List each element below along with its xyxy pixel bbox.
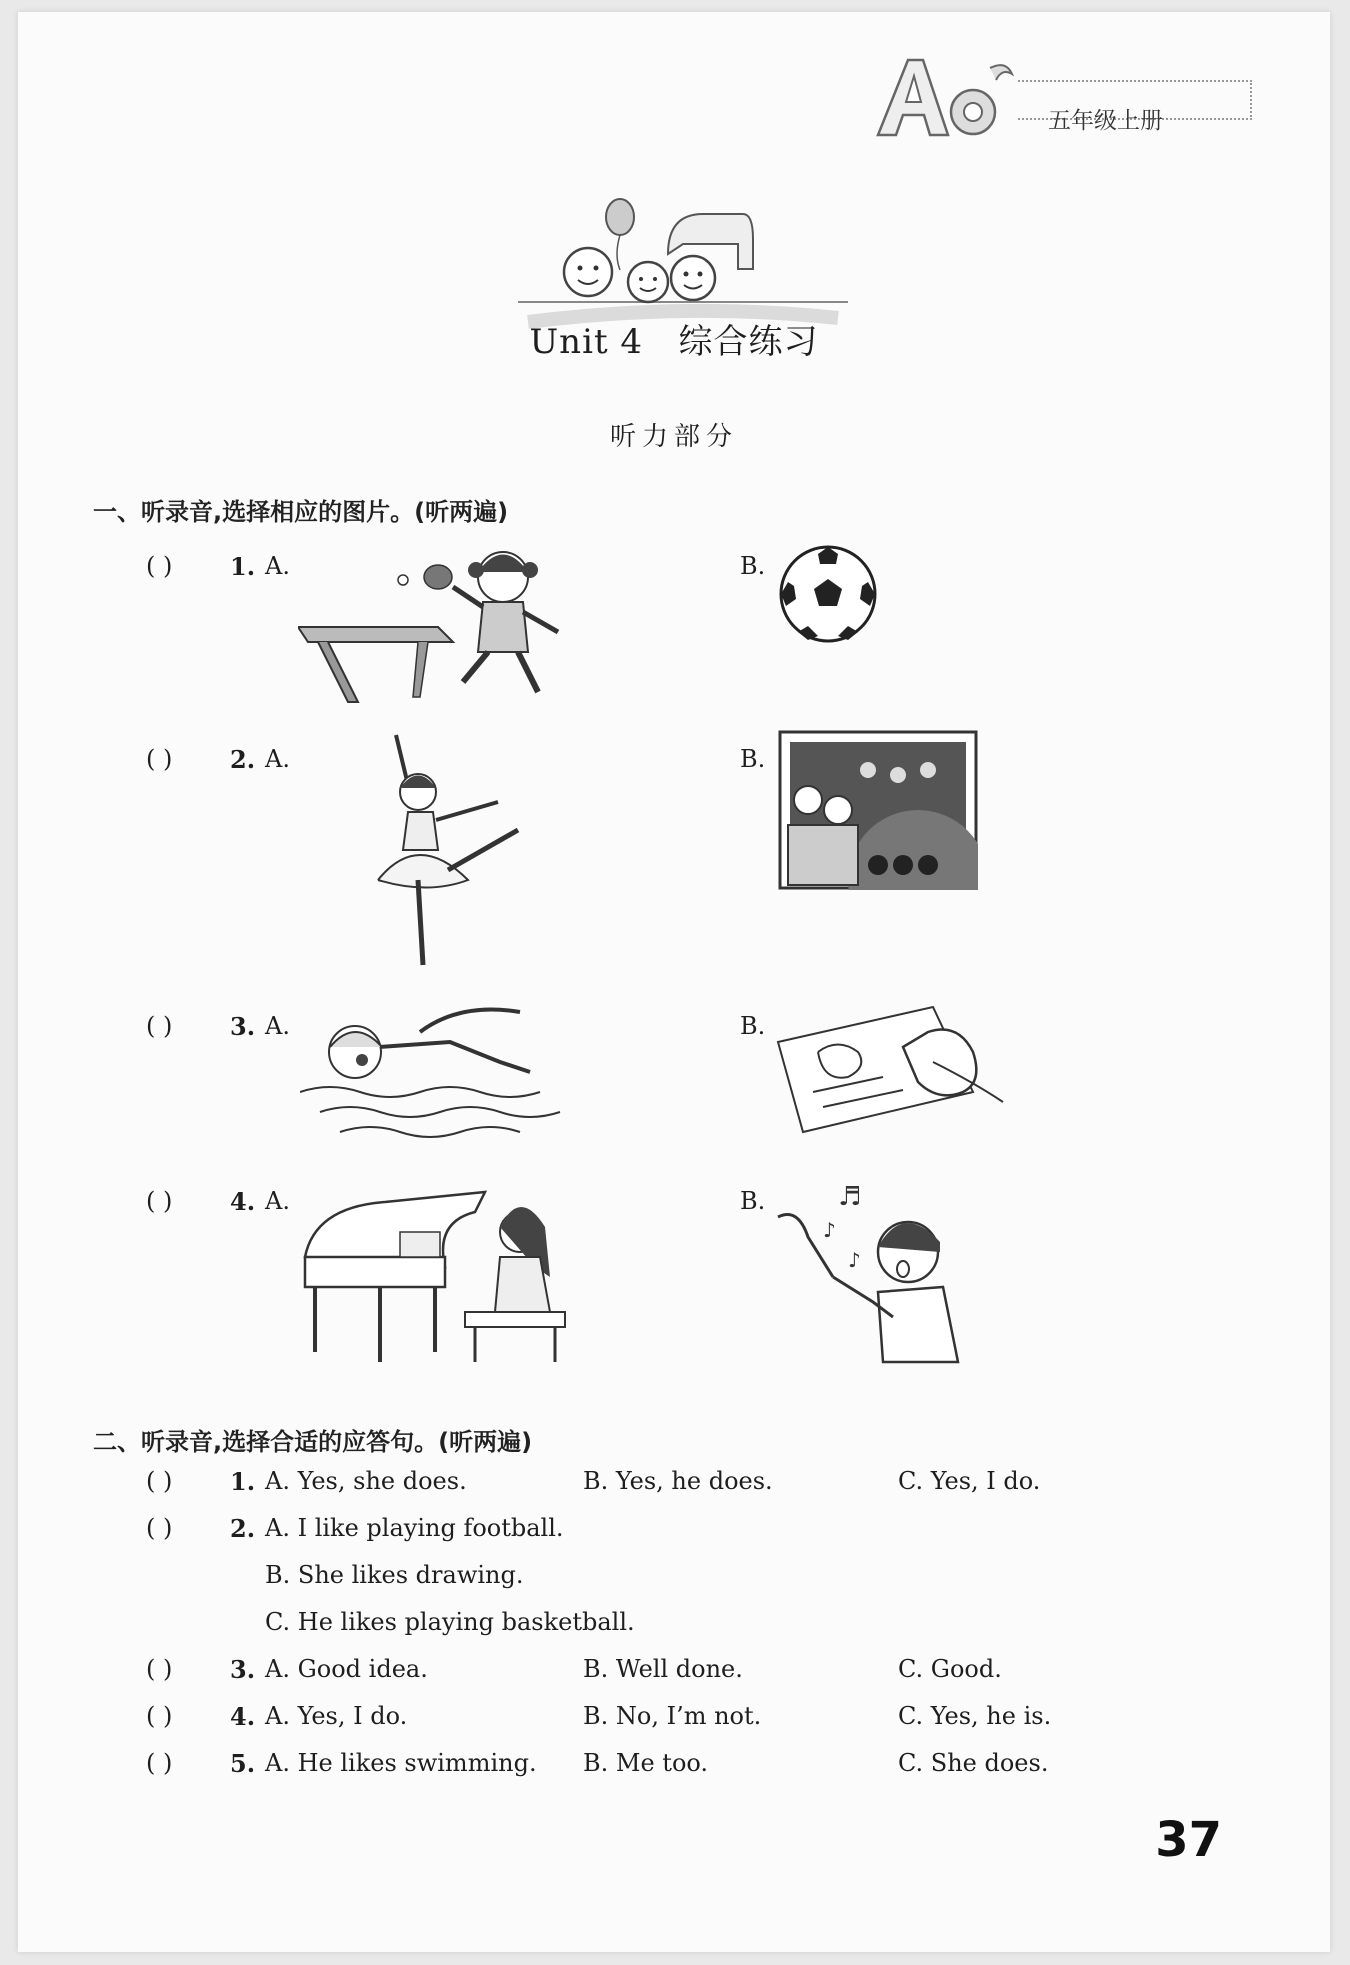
cinema-audience-icon bbox=[778, 730, 978, 890]
option-c: C. She does. bbox=[898, 1749, 1049, 1777]
answer-paren[interactable]: ( ) bbox=[146, 1702, 173, 1730]
question-number: 3. bbox=[230, 1655, 256, 1684]
option-c: C. Yes, I do. bbox=[898, 1467, 1041, 1495]
unit-title: Unit 4 综合练习 bbox=[529, 322, 819, 362]
question-number: 1. bbox=[230, 1467, 256, 1496]
ping-pong-girl-icon bbox=[298, 542, 588, 712]
option-b: B. Me too. bbox=[583, 1749, 709, 1777]
swimmer-icon bbox=[300, 1002, 570, 1152]
option-a-label: A. bbox=[265, 745, 290, 773]
question-number: 1. bbox=[230, 552, 256, 581]
question-number: 3. bbox=[230, 1012, 256, 1041]
answer-paren[interactable]: ( ) bbox=[146, 745, 173, 773]
option-b: B. She likes drawing. bbox=[265, 1561, 524, 1589]
question-number: 5. bbox=[230, 1749, 256, 1778]
option-b-label: B. bbox=[740, 1187, 766, 1215]
option-b: B. No, I’m not. bbox=[583, 1702, 762, 1730]
answer-paren[interactable]: ( ) bbox=[146, 1467, 173, 1495]
option-b-label: B. bbox=[740, 745, 766, 773]
abc-logo-icon bbox=[868, 50, 1028, 145]
option-b: B. Well done. bbox=[583, 1655, 743, 1683]
section2-heading: 二、听录音,选择合适的应答句。(听两遍) bbox=[93, 1428, 533, 1456]
option-a-label: A. bbox=[265, 1012, 290, 1040]
answer-paren[interactable]: ( ) bbox=[146, 1187, 173, 1215]
question-number: 4. bbox=[230, 1187, 256, 1216]
option-a: A. Yes, she does. bbox=[265, 1467, 467, 1495]
option-a-label: A. bbox=[265, 1187, 290, 1215]
answer-paren[interactable]: ( ) bbox=[146, 1012, 173, 1040]
option-c: C. He likes playing basketball. bbox=[265, 1608, 635, 1636]
answer-paren[interactable]: ( ) bbox=[146, 1655, 173, 1683]
singing-boy-icon bbox=[773, 1177, 973, 1367]
question-number: 2. bbox=[230, 1514, 256, 1543]
answer-paren[interactable]: ( ) bbox=[146, 1749, 173, 1777]
page-number: 37 bbox=[1155, 1812, 1222, 1868]
option-a: A. I like playing football. bbox=[265, 1514, 564, 1542]
option-a: A. Good idea. bbox=[265, 1655, 428, 1683]
answer-paren[interactable]: ( ) bbox=[146, 1514, 173, 1542]
option-a: A. Yes, I do. bbox=[265, 1702, 408, 1730]
option-b: B. Yes, he does. bbox=[583, 1467, 773, 1495]
svg-text:♪: ♪ bbox=[823, 1218, 836, 1242]
answer-paren[interactable]: ( ) bbox=[146, 552, 173, 580]
workbook-page bbox=[18, 12, 1330, 1952]
question-number: 2. bbox=[230, 745, 256, 774]
option-c: C. Yes, he is. bbox=[898, 1702, 1052, 1730]
question-number: 4. bbox=[230, 1702, 256, 1731]
svg-text:♬: ♬ bbox=[838, 1182, 862, 1212]
option-c: C. Good. bbox=[898, 1655, 1002, 1683]
drawing-hand-icon bbox=[773, 1002, 1013, 1142]
option-a: A. He likes swimming. bbox=[265, 1749, 537, 1777]
piano-girl-icon bbox=[300, 1172, 570, 1372]
section1-heading: 一、听录音,选择相应的图片。(听两遍) bbox=[93, 498, 509, 526]
option-b-label: B. bbox=[740, 1012, 766, 1040]
ballet-girl-icon bbox=[358, 730, 528, 975]
section-subtitle: 听力部分 bbox=[609, 422, 738, 452]
option-b-label: B. bbox=[740, 552, 766, 580]
option-a-label: A. bbox=[265, 552, 290, 580]
grade-label: 五年级上册 bbox=[1048, 108, 1163, 134]
soccer-ball-icon bbox=[778, 544, 878, 644]
svg-text:♪: ♪ bbox=[848, 1248, 861, 1272]
